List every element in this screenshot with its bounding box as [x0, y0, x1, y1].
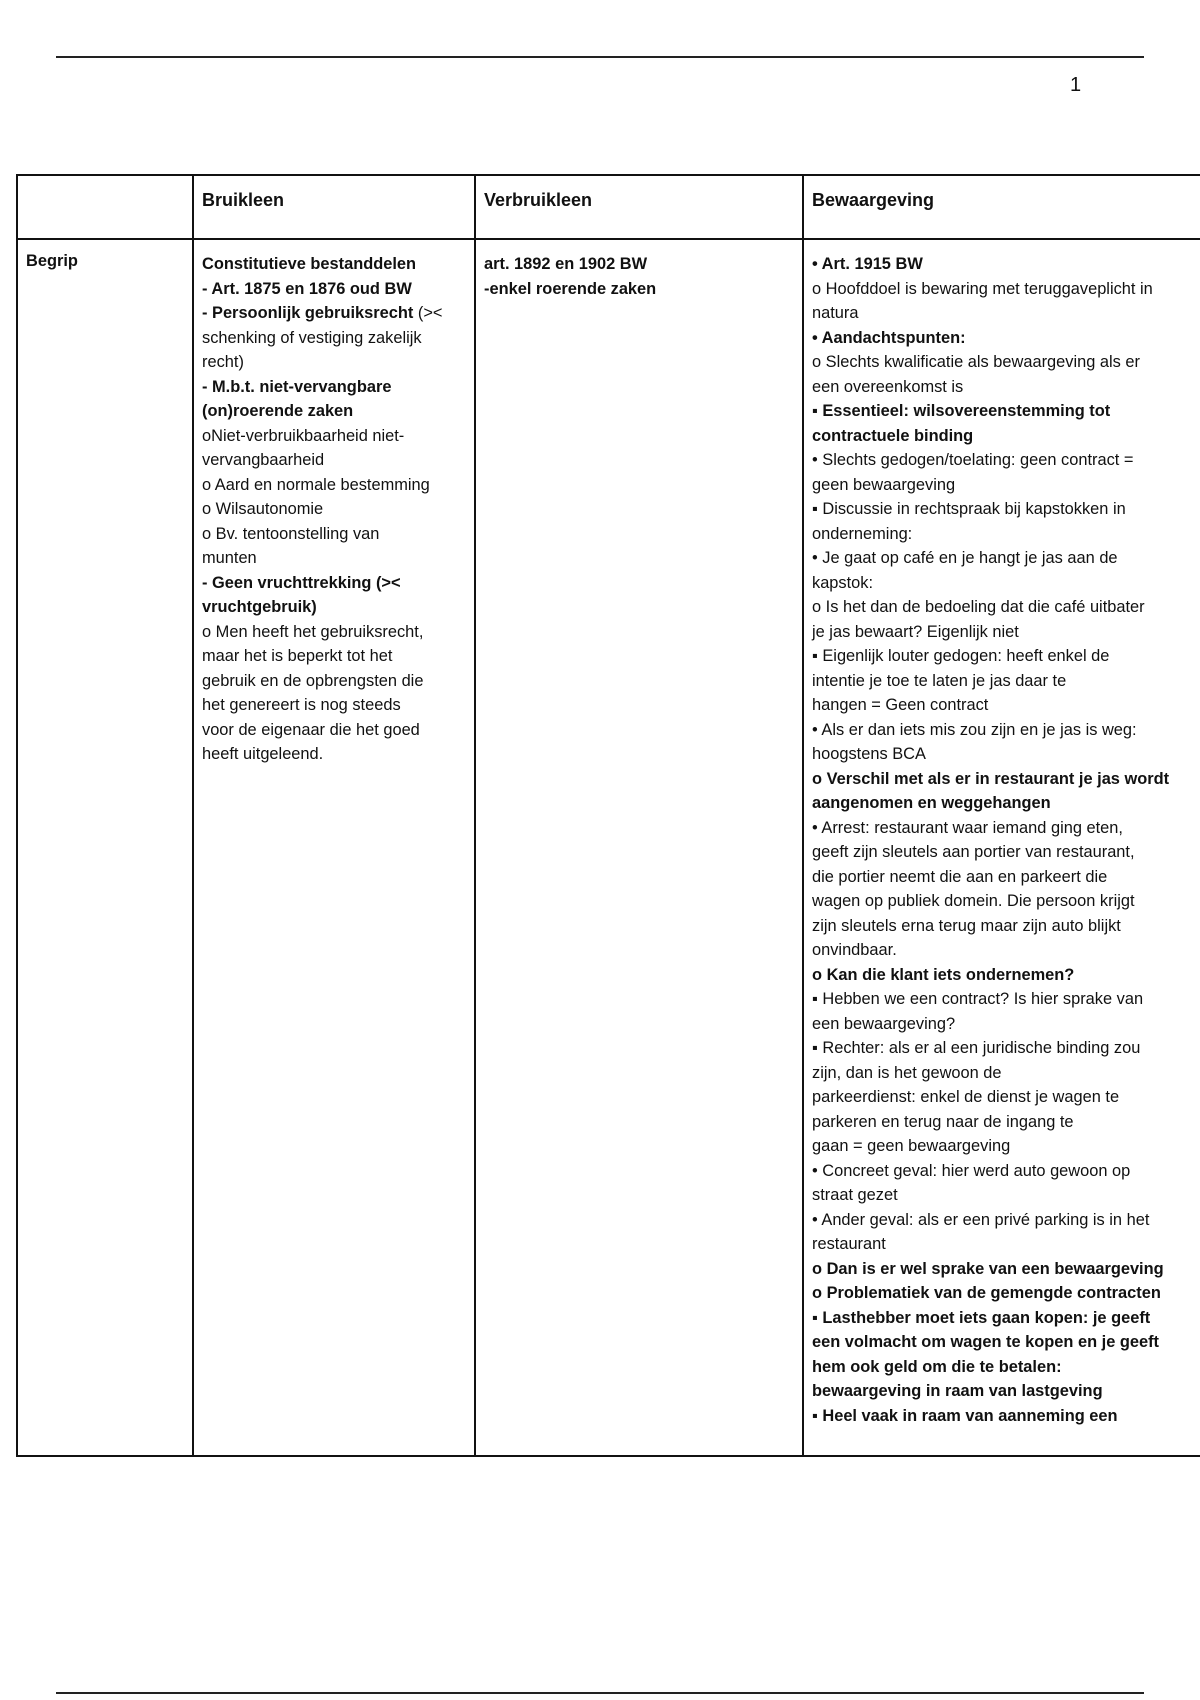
cell-text: • Ander geval: als er een privé parking is in het — [812, 1210, 1150, 1229]
cell-text-line — [812, 791, 1196, 816]
table-row — [17, 239, 1200, 1456]
cell-text-line — [812, 1404, 1196, 1429]
cell-text-line — [202, 301, 466, 326]
cell-text-line — [812, 571, 1196, 596]
cell-text-line — [812, 546, 1196, 571]
cell-text-line — [812, 1036, 1196, 1061]
cell-text-line — [202, 644, 466, 669]
cell-bewaargeving — [812, 252, 1196, 1428]
cell-text: zijn, dan is het gewoon de — [812, 1063, 1002, 1082]
cell-text-line — [202, 669, 466, 694]
cell-text-line — [812, 1281, 1196, 1306]
cell-text: hem ook geld om die te betalen: — [812, 1357, 1062, 1376]
cell-text: • Arrest: restaurant waar iemand ging eten, — [812, 818, 1123, 837]
cell-text-line — [812, 840, 1196, 865]
cell-text: hoogstens BCA — [812, 745, 926, 763]
cell-text-line — [812, 1183, 1196, 1208]
cell-text-line — [812, 987, 1196, 1012]
cell-text-line — [484, 277, 794, 302]
cell-text-line — [202, 522, 466, 547]
cell-text: maar het is beperkt tot het — [202, 647, 393, 665]
cell-text: o Bv. tentoonstelling van — [202, 524, 380, 543]
cell-text: o Kan die klant iets ondernemen? — [812, 965, 1075, 984]
cell-text: munten — [202, 549, 257, 567]
cell-text: aangenomen en weggehangen — [812, 794, 1051, 812]
cell-text-line — [812, 1232, 1196, 1257]
cell-verbruikleen — [484, 252, 794, 301]
cell-text: o Hoofddoel is bewaring met teruggaveplicht in — [812, 279, 1153, 298]
cell-text-line — [812, 767, 1196, 792]
cell-text-line — [812, 1012, 1196, 1037]
cell-text-line — [812, 1061, 1196, 1086]
cell-text: voor de eigenaar die het goed — [202, 720, 420, 739]
cell-text-line — [812, 865, 1196, 890]
cell-text: ▪ Eigenlijk louter gedogen: heeft enkel de — [812, 647, 1110, 665]
cell-text-line — [812, 669, 1196, 694]
cell-text: geen bewaargeving — [812, 475, 956, 494]
header-rule — [56, 56, 1144, 58]
cell-text: - M.b.t. niet-vervangbare — [202, 377, 392, 396]
cell-text: o Aard en normale bestemming — [202, 475, 430, 494]
cell-text-line — [812, 1159, 1196, 1184]
cell-text-line — [812, 693, 1196, 718]
cell-text: • Concreet geval: hier werd auto gewoon op — [812, 1161, 1131, 1180]
cell-text: wagen op publiek domein. Die persoon krijgt — [812, 892, 1135, 910]
cell-text: onvindbaar. — [812, 941, 897, 959]
header-bruikleen: Bruikleen — [193, 175, 475, 239]
cell-text: o Problematiek van de gemengde contracten — [812, 1284, 1161, 1302]
cell-text: o Wilsautonomie — [202, 500, 324, 518]
cell-text: gaan = geen bewaargeving — [812, 1137, 1011, 1155]
cell-text: - Persoonlijk gebruiksrecht — [202, 304, 414, 322]
cell-text-line — [812, 424, 1196, 449]
cell-text-line — [812, 326, 1196, 351]
cell-text: • Als er dan iets mis zou zijn en je jas is weg: — [812, 720, 1137, 739]
cell-text-line — [202, 277, 466, 302]
cell-text: ▪ Rechter: als er al een juridische binding zou — [812, 1039, 1141, 1057]
cell-text: straat gezet — [812, 1186, 898, 1204]
cell-text: • Slechts gedogen/toelating: geen contract = — [812, 451, 1134, 469]
cell-text-line — [812, 497, 1196, 522]
cell-text-line — [812, 938, 1196, 963]
cell-text-line — [202, 595, 466, 620]
cell-text: hangen = Geen contract — [812, 696, 989, 714]
cell-text-line — [812, 350, 1196, 375]
cell-text: geeft zijn sleutels aan portier van restaurant, — [812, 843, 1135, 861]
cell-text: o Slechts kwalificatie als bewaargeving als er — [812, 353, 1140, 371]
cell-text-line — [812, 1134, 1196, 1159]
cell-text: ▪ Hebben we een contract? Is hier sprake van — [812, 990, 1144, 1008]
cell-text: een bewaargeving? — [812, 1014, 956, 1033]
cell-text-line — [202, 350, 466, 375]
cell-text: natura — [812, 304, 859, 322]
cell-text: schenking of vestiging zakelijk — [202, 328, 422, 347]
cell-text-line — [812, 816, 1196, 841]
cell-text-rest: (>< — [413, 304, 443, 322]
comparison-table — [16, 174, 1200, 1457]
cell-text: • Aandachtspunten: — [812, 328, 966, 347]
cell-text: het genereert is nog steeds — [202, 696, 401, 714]
cell-text-line — [202, 326, 466, 351]
cell-text: een volmacht om wagen te kopen en je geeft — [812, 1333, 1160, 1351]
cell-text-line — [202, 718, 466, 743]
cell-text: • Art. 1915 BW — [812, 255, 923, 273]
cell-text-line — [812, 522, 1196, 547]
cell-text-line — [812, 375, 1196, 400]
cell-text-line — [812, 252, 1196, 277]
cell-text-line — [812, 620, 1196, 645]
cell-text-line — [202, 424, 466, 449]
cell-text: contractuele binding — [812, 426, 974, 445]
cell-text-line — [812, 889, 1196, 914]
row-label-begrip: Begrip — [26, 252, 78, 270]
cell-text: kapstok: — [812, 573, 874, 592]
header-empty — [17, 175, 193, 239]
header-verbruikleen: Verbruikleen — [475, 175, 803, 239]
cell-text: • Je gaat op café en je hangt je jas aan de — [812, 549, 1118, 567]
cell-bruikleen — [202, 252, 466, 767]
cell-text-line — [202, 252, 466, 277]
cell-text: o Verschil met als er in restaurant je jas wordt — [812, 769, 1170, 788]
cell-text-line — [812, 1330, 1196, 1355]
cell-text-line — [202, 571, 466, 596]
cell-text: een overeenkomst is — [812, 377, 964, 396]
cell-text: ▪ Heel vaak in raam van aanneming een — [812, 1406, 1118, 1425]
cell-text: die portier neemt die aan en parkeert die — [812, 867, 1108, 886]
cell-text: parkeren en terug naar de ingang te — [812, 1112, 1074, 1131]
cell-text-line — [812, 1355, 1196, 1380]
footer-rule — [56, 1692, 1144, 1694]
cell-text-line — [812, 1110, 1196, 1135]
cell-text-line — [812, 1085, 1196, 1110]
cell-text-line — [812, 914, 1196, 939]
cell-text: gebruik en de opbrengsten die — [202, 671, 424, 690]
cell-text: Constitutieve bestanddelen — [202, 255, 417, 273]
cell-text-line — [812, 718, 1196, 743]
cell-text: art. 1892 en 1902 BW — [484, 255, 648, 273]
cell-text-line — [484, 252, 794, 277]
cell-text-line — [202, 742, 466, 767]
page-number: 1 — [1070, 74, 1082, 96]
cell-text-line — [202, 448, 466, 473]
cell-text-line — [812, 301, 1196, 326]
cell-text: vruchtgebruik) — [202, 598, 317, 616]
cell-text: (on)roerende zaken — [202, 402, 354, 420]
cell-text: oNiet-verbruikbaarheid niet- — [202, 426, 405, 445]
cell-text-line — [812, 473, 1196, 498]
cell-text: - Geen vruchttrekking (>< — [202, 573, 401, 592]
cell-text-line — [812, 277, 1196, 302]
cell-text-line — [202, 473, 466, 498]
cell-text-line — [812, 399, 1196, 424]
cell-text: ▪ Lasthebber moet iets gaan kopen: je geeft — [812, 1308, 1151, 1327]
cell-text: recht) — [202, 353, 244, 371]
cell-text-line — [812, 963, 1196, 988]
cell-text: je jas bewaart? Eigenlijk niet — [812, 622, 1019, 641]
cell-text-line — [202, 620, 466, 645]
cell-text-line — [812, 1306, 1196, 1331]
cell-text: vervangbaarheid — [202, 451, 325, 469]
cell-text-line — [812, 644, 1196, 669]
table-header-row — [17, 175, 1200, 239]
cell-text-line — [202, 375, 466, 400]
cell-text: intentie je toe te laten je jas daar te — [812, 671, 1067, 690]
cell-text-line — [202, 399, 466, 424]
cell-text-line — [202, 693, 466, 718]
cell-text-line — [812, 742, 1196, 767]
cell-text-line — [812, 448, 1196, 473]
cell-text: ▪ Essentieel: wilsovereenstemming tot — [812, 402, 1111, 420]
cell-text: onderneming: — [812, 524, 913, 543]
cell-text: bewaargeving in raam van lastgeving — [812, 1382, 1103, 1400]
cell-text-line — [202, 497, 466, 522]
cell-text: parkeerdienst: enkel de dienst je wagen te — [812, 1088, 1120, 1106]
cell-text-line — [812, 1379, 1196, 1404]
cell-text: -enkel roerende zaken — [484, 279, 657, 298]
cell-text: ▪ Discussie in rechtspraak bij kapstokken in — [812, 500, 1126, 518]
cell-text-line — [812, 1208, 1196, 1233]
cell-text-line — [812, 1257, 1196, 1282]
cell-text-line — [202, 546, 466, 571]
header-bewaargeving: Bewaargeving — [803, 175, 1200, 239]
cell-text: o Dan is er wel sprake van een bewaargeving — [812, 1259, 1164, 1278]
cell-text: restaurant — [812, 1235, 886, 1253]
cell-text: zijn sleutels erna terug maar zijn auto blijkt — [812, 916, 1121, 935]
cell-text: - Art. 1875 en 1876 oud BW — [202, 279, 412, 298]
cell-text: o Men heeft het gebruiksrecht, — [202, 622, 424, 641]
cell-text: heeft uitgeleend. — [202, 745, 324, 763]
cell-text: o Is het dan de bedoeling dat die café uitbater — [812, 598, 1145, 616]
cell-text-line — [812, 595, 1196, 620]
